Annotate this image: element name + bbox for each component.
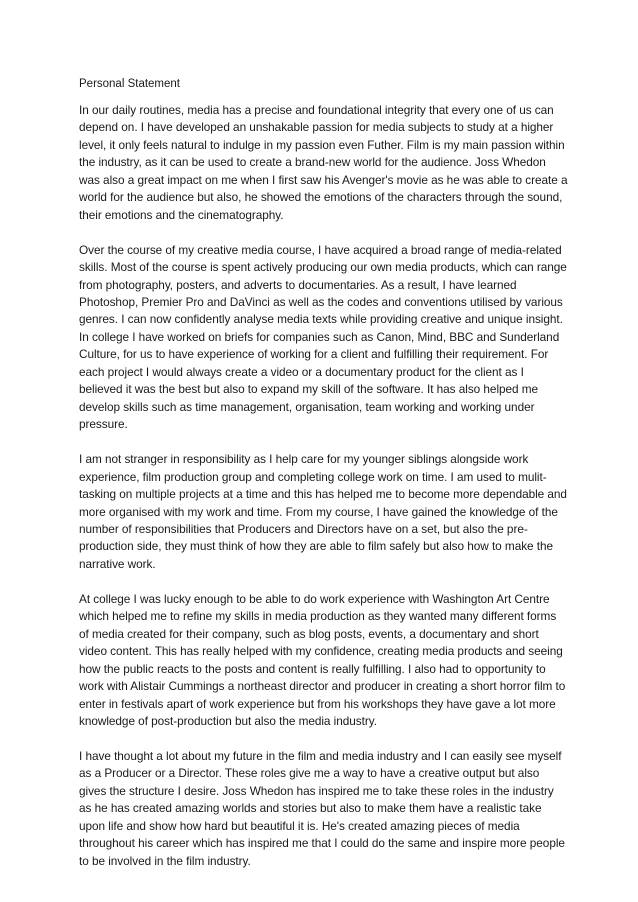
paragraph-work-experience: At college I was lucky enough to be able to do work experience with Washington Art Centre which helped me to refine my skills in media production as they wanted many different forms of media created for their company, such as blog posts, events, a documentary and short video content. This has really helped with my confidence, creating media products and seeing how the public reacts to the posts and content is really fulfilling. I also had to opportunity to work with Alistair Cummings a northeast director and producer in creating a short horror film to enter in festivals apart of work experience but from his workshops they have gave a lot more knowledge of post-production but also the media industry. (79, 591, 566, 728)
paragraph-responsibility: I am not stranger in responsibility as I help care for my younger siblings alongside work experience, film production group and completing college work on time. I am used to mulit-tasking on multiple projects at a time and this has helped me to become more dependable and more organised with my work and time. From my course, I have gained the knowledge of the number of responsibilities that Producers and Directors have on a set, but also the pre-production side, they must think of how they are able to film safely but also how to make the narrative work. (79, 452, 567, 571)
paragraph-intro: In our daily routines, media has a precise and foundational integrity that every one of us can depend on. I have developed an unshakable passion for media subjects to study at a higher level, it only feels natural to indulge in my passion even Futher. Film is my main passion within the industry, as it can be used to create a brand-new world for the audience. Joss Whedon was also a great impact on me when I first saw his Avenger's movie as he was able to create a world for the audience but also, he showed the emotions of the characters through the sound, their emotions and the cinematography. (79, 103, 568, 222)
paragraph-course: Over the course of my creative media course, I have acquired a broad range of media-related skills. Most of the course is spent actively producing our own media products, which can range from photography, posters, and adverts to documentaries. As a result, I have learned Photoshop, Premier Pro and DaVinci as well as the codes and conventions utilised by various genres. I can now confidently analyse media texts while providing creative and unique insight. In college I have worked on briefs for companies such as Canon, Mind, BBC and Sunderland Culture, for us to have experience of working for a client and fulfilling their requirement. For each project I would always create a video or a documentary product for the client as I believed it was the best but also to expand my skill of the software. It has also helped me develop skills such as time management, organisation, team working and working under pressure. (79, 242, 567, 432)
document-body (79, 76, 569, 888)
document-title: Personal Statement (79, 78, 181, 90)
paragraph-future: I have thought a lot about my future in the film and media industry and I can easily see myself as a Producer or a Director. These roles give me a way to have a creative output but also gives the structure I desire. Joss Whedon has inspired me to take these roles in the industry as he has created amazing worlds and stories but also to make them have a realistic take upon life and show how hard but beautiful it is. He's created amazing pieces of media throughout his career which has inspired me that I could do the same and inspire more people to be involved in the film industry. (79, 748, 565, 868)
